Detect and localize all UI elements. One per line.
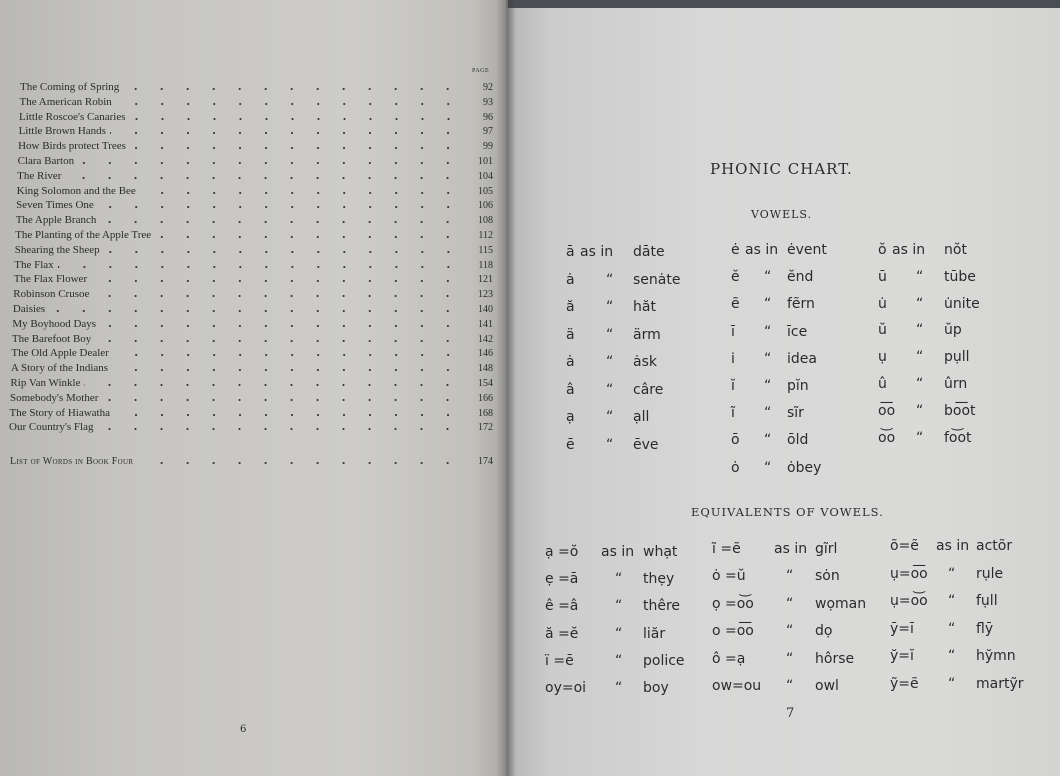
toc-entry bbox=[20, 94, 493, 108]
vowel-symbol: ā bbox=[566, 244, 575, 260]
toc-entry-page: 99 bbox=[482, 141, 493, 153]
chart-title: PHONIC CHART. bbox=[710, 160, 853, 178]
vowel-example-word: dāte bbox=[633, 244, 665, 260]
equivalent-symbols: ă =ĕ bbox=[545, 625, 579, 642]
equivalent-symbols: ỹ=ẽ bbox=[890, 676, 919, 692]
toc-entry bbox=[11, 345, 493, 359]
vowel-ditto: “ bbox=[764, 323, 772, 340]
toc-leader-dots bbox=[123, 88, 461, 90]
equivalent-ditto: “ bbox=[786, 678, 794, 694]
equivalent-example-word: actõr bbox=[976, 538, 1013, 554]
toc-entry-page: 121 bbox=[477, 274, 493, 286]
equivalent-symbols: ê =â bbox=[545, 598, 579, 615]
toc-entry-page: 108 bbox=[477, 215, 493, 227]
toc-entry-title: The Flax bbox=[14, 258, 54, 271]
toc-entry-page: 142 bbox=[477, 333, 493, 345]
toc-page-header: PAGE bbox=[472, 68, 490, 74]
toc-leader-dots bbox=[49, 310, 461, 312]
equivalent-symbols: ạ =ŏ bbox=[545, 544, 579, 560]
equivalent-symbols: ẹ =ā bbox=[545, 571, 579, 588]
toc-leader-dots bbox=[102, 399, 461, 401]
vowel-example-word: ȧsk bbox=[633, 354, 657, 370]
equivalent-ditto: “ bbox=[615, 680, 623, 696]
equivalent-symbols: oy=oi bbox=[545, 680, 587, 696]
toc-entry-title: King Solomon and the Bee bbox=[16, 184, 136, 197]
toc-entry-page: 154 bbox=[477, 378, 493, 389]
vowel-ditto: as in bbox=[580, 244, 614, 260]
equivalent-symbols: ï =ē bbox=[545, 652, 574, 669]
equivalent-ditto: “ bbox=[615, 571, 623, 588]
equivalent-symbols: ọ =o͝o bbox=[712, 595, 754, 612]
vowel-ditto: “ bbox=[606, 299, 614, 315]
toc-entry-page: 146 bbox=[477, 348, 493, 360]
equivalent-ditto: “ bbox=[615, 625, 623, 642]
toc-entry bbox=[11, 360, 493, 374]
vowel-symbol: ō bbox=[731, 432, 740, 449]
vowel-symbol: ı̇ bbox=[731, 350, 735, 367]
equivalent-symbols: ow=ou bbox=[712, 678, 762, 694]
vowel-ditto: “ bbox=[606, 326, 614, 343]
toc-entry-title: List of Words in Book Four bbox=[10, 456, 134, 467]
equivalent-example-word: boy bbox=[643, 680, 669, 696]
toc-entry-title: Rip Van Winkle bbox=[10, 377, 81, 389]
toc-entry bbox=[16, 212, 493, 226]
equivalent-symbols: o =o͞o bbox=[712, 623, 754, 640]
vowel-symbol: ĩ bbox=[731, 405, 735, 422]
equivalent-symbols: ȳ=ī bbox=[890, 620, 914, 637]
vowel-symbol: ȯ bbox=[731, 459, 740, 476]
toc-entry bbox=[10, 375, 493, 389]
vowel-example-word: bo͞ot bbox=[944, 402, 976, 419]
toc-entry-page: 141 bbox=[477, 318, 493, 330]
toc-leader-dots bbox=[65, 177, 461, 179]
equivalent-example-word: dọ bbox=[815, 623, 833, 640]
left-page-number: 6 bbox=[240, 724, 247, 735]
toc-entry bbox=[18, 138, 493, 152]
toc-entry-title: A Story of the Indians bbox=[10, 362, 109, 375]
equivalent-example-word: liăr bbox=[643, 625, 666, 642]
toc-entry-page: 168 bbox=[477, 407, 493, 419]
vowel-example-word: ōld bbox=[787, 432, 809, 449]
equivalent-ditto: “ bbox=[948, 593, 956, 610]
toc-leader-dots bbox=[130, 147, 461, 149]
vowel-ditto: “ bbox=[916, 268, 924, 285]
vowel-ditto: “ bbox=[916, 322, 924, 339]
toc-entry bbox=[18, 153, 493, 167]
vowel-ditto: “ bbox=[764, 432, 772, 449]
vowel-symbol: u̇ bbox=[878, 295, 887, 312]
toc-entry-page: 104 bbox=[477, 170, 493, 182]
toc-list-of-words bbox=[10, 453, 493, 467]
toc-leader-dots bbox=[137, 462, 461, 464]
equivalent-example-word: fụll bbox=[976, 593, 998, 610]
toc-entry bbox=[12, 316, 493, 330]
vowel-symbol: ŏ bbox=[878, 242, 887, 258]
toc-leader-dots bbox=[100, 221, 461, 223]
equivalent-symbols: ô =ạ bbox=[712, 650, 746, 667]
vowel-ditto: “ bbox=[606, 381, 614, 398]
toc-entry-title: The Old Apple Dealer bbox=[11, 347, 109, 360]
toc-leader-dots bbox=[91, 280, 461, 282]
equivalent-ditto: “ bbox=[948, 676, 956, 692]
equivalent-example-word: hôrse bbox=[815, 650, 855, 667]
vowel-example-word: pụll bbox=[944, 349, 970, 366]
vowel-ditto: “ bbox=[606, 436, 614, 453]
vowel-example-word: sĩr bbox=[787, 405, 804, 422]
toc-entry bbox=[17, 168, 493, 182]
toc-entry bbox=[19, 109, 493, 123]
vowel-symbol: ă bbox=[566, 299, 575, 315]
toc-entry-page: 166 bbox=[477, 392, 493, 404]
equivalent-example-word: whạt bbox=[643, 544, 678, 560]
toc-leader-dots bbox=[100, 325, 461, 327]
toc-entry-page: 97 bbox=[482, 126, 493, 138]
equivalents-heading: EQUIVALENTS OF VOWELS. bbox=[691, 505, 884, 519]
toc-leader-dots bbox=[97, 428, 461, 430]
table-of-contents bbox=[0, 0, 508, 776]
vowel-example-word: ȯbey bbox=[787, 459, 822, 476]
toc-leader-dots bbox=[116, 103, 461, 105]
toc-leader-dots bbox=[113, 354, 461, 356]
toc-entry bbox=[15, 242, 493, 256]
toc-entry bbox=[20, 79, 493, 93]
equivalent-ditto: as in bbox=[601, 544, 635, 560]
toc-leader-dots bbox=[78, 162, 461, 164]
vowel-ditto: “ bbox=[764, 405, 772, 422]
vowel-symbol: ĕ bbox=[731, 269, 740, 286]
equivalent-ditto: “ bbox=[615, 598, 623, 615]
equivalent-example-word: thẹy bbox=[643, 571, 675, 588]
toc-leader-dots bbox=[98, 206, 461, 208]
toc-entry-page: 115 bbox=[478, 244, 493, 256]
vowel-symbol: ī bbox=[731, 323, 735, 340]
toc-entry-page: 106 bbox=[477, 200, 493, 212]
toc-leader-dots bbox=[114, 414, 461, 416]
toc-leader-dots bbox=[93, 295, 461, 297]
vowel-example-word: fẽrn bbox=[787, 296, 815, 313]
vowel-example-word: ärm bbox=[633, 326, 661, 343]
toc-entry bbox=[12, 331, 493, 345]
toc-entry-title: The Story of Hiawatha bbox=[9, 406, 110, 419]
vowel-example-word: ēve bbox=[633, 436, 659, 453]
toc-entry bbox=[15, 227, 493, 241]
vowel-symbol: ū bbox=[878, 268, 887, 285]
vowel-example-word: fo͝ot bbox=[944, 429, 972, 446]
vowel-example-word: tūbe bbox=[944, 268, 976, 285]
equivalent-symbols: ȯ =ŭ bbox=[712, 568, 746, 585]
toc-entry-title: Daisies bbox=[12, 303, 46, 315]
vowel-example-word: ĕnd bbox=[787, 269, 814, 286]
toc-entry-title: Shearing the Sheep bbox=[14, 243, 100, 256]
toc-entry-title: Somebody's Mother bbox=[9, 391, 99, 404]
vowel-ditto: “ bbox=[764, 296, 772, 313]
equivalent-example-word: rụle bbox=[976, 565, 1004, 582]
toc-entry-page: 140 bbox=[477, 304, 493, 315]
vowel-ditto: “ bbox=[606, 354, 614, 370]
vowel-symbol: ė bbox=[731, 242, 740, 258]
equivalent-example-word: hy̆mn bbox=[976, 648, 1016, 665]
toc-leader-dots bbox=[155, 236, 461, 238]
vowel-example-word: nŏt bbox=[944, 242, 967, 258]
vowel-example-word: īce bbox=[787, 323, 808, 340]
toc-entry-title: The American Robin bbox=[19, 95, 112, 108]
toc-entry bbox=[14, 271, 493, 285]
toc-entry-title: Clara Barton bbox=[17, 155, 75, 167]
toc-entry-page: 174 bbox=[478, 456, 493, 467]
toc-entry-page: 105 bbox=[477, 185, 493, 197]
toc-entry-title: The River bbox=[17, 169, 62, 182]
equivalent-symbols: ĩ =ẽ bbox=[712, 541, 741, 557]
vowel-example-word: u̇nite bbox=[944, 295, 980, 312]
equivalent-symbols: y̆=ĭ bbox=[890, 648, 914, 665]
equivalent-example-word: owl bbox=[815, 678, 839, 694]
toc-leader-dots bbox=[104, 251, 461, 253]
equivalent-ditto: as in bbox=[936, 538, 970, 554]
equivalent-symbols: ụ=o͝o bbox=[890, 593, 928, 610]
toc-leader-dots bbox=[110, 132, 461, 134]
toc-entry-title: Little Brown Hands bbox=[18, 125, 106, 138]
vowel-ditto: “ bbox=[916, 429, 924, 446]
vowel-example-word: câre bbox=[633, 381, 664, 398]
vowel-symbol: ȧ bbox=[566, 354, 575, 370]
vowel-example-word: ı̇dea bbox=[787, 350, 817, 367]
toc-entry-title: The Barefoot Boy bbox=[11, 332, 92, 345]
vowel-example-word: ạll bbox=[633, 409, 650, 425]
vowel-example-word: ŭp bbox=[944, 322, 962, 339]
vowel-example-word: hăt bbox=[633, 299, 656, 315]
toc-entry-page: 123 bbox=[477, 289, 493, 301]
toc-entry bbox=[9, 405, 493, 419]
toc-entry-title: My Boyhood Days bbox=[12, 317, 97, 330]
equivalent-example-word: gĩrl bbox=[815, 541, 838, 557]
vowel-example-word: senȧte bbox=[633, 271, 681, 288]
toc-entry bbox=[9, 419, 493, 433]
toc-entry-title: The Flax Flower bbox=[13, 273, 88, 286]
vowel-symbol: ē bbox=[566, 436, 575, 453]
equivalent-ditto: “ bbox=[786, 650, 794, 667]
toc-entry-page: 93 bbox=[482, 96, 493, 108]
toc-entry bbox=[10, 390, 493, 404]
equivalent-symbols: ụ=o͞o bbox=[890, 565, 928, 582]
vowel-ditto: “ bbox=[606, 409, 614, 425]
toc-entry bbox=[14, 257, 493, 271]
toc-entry-page: 172 bbox=[478, 422, 493, 434]
vowel-symbol: o͝o bbox=[878, 429, 896, 446]
toc-entry-title: How Birds protect Trees bbox=[18, 140, 126, 153]
vowel-symbol: ụ bbox=[878, 349, 887, 366]
toc-entry-page: 92 bbox=[483, 82, 493, 93]
equivalent-example-word: wọman bbox=[815, 595, 867, 612]
toc-entry-title: The Coming of Spring bbox=[20, 81, 120, 93]
equivalent-example-word: thêre bbox=[643, 598, 681, 615]
vowel-symbol: ĭ bbox=[731, 378, 735, 394]
equivalent-example-word: martỹr bbox=[976, 676, 1024, 692]
toc-entry bbox=[16, 197, 493, 211]
equivalent-ditto: “ bbox=[948, 620, 956, 637]
vowel-symbol: ä bbox=[566, 326, 575, 343]
toc-leader-dots bbox=[112, 369, 461, 371]
vowel-symbol: ẽ bbox=[731, 296, 740, 313]
toc-entry bbox=[17, 183, 493, 197]
vowel-ditto: “ bbox=[764, 378, 772, 394]
vowel-symbol: ŭ bbox=[878, 322, 887, 339]
right-page-number: 7 bbox=[786, 706, 795, 721]
toc-leader-dots bbox=[84, 384, 461, 386]
toc-entry-title: Little Roscoe's Canaries bbox=[19, 110, 126, 123]
toc-leader-dots bbox=[95, 340, 461, 342]
toc-leader-dots bbox=[58, 266, 461, 268]
toc-entry-page: 118 bbox=[478, 259, 493, 271]
vowel-ditto: as in bbox=[892, 242, 926, 258]
toc-entry-page: 96 bbox=[482, 111, 493, 123]
toc-leader-dots bbox=[130, 118, 461, 120]
toc-entry bbox=[13, 286, 493, 300]
vowel-symbol: ȧ bbox=[566, 271, 575, 288]
toc-entry-title: The Planting of the Apple Tree bbox=[15, 229, 152, 241]
toc-entry-title: Seven Times One bbox=[16, 199, 94, 212]
equivalent-ditto: “ bbox=[786, 568, 794, 585]
vowel-ditto: “ bbox=[916, 295, 924, 312]
vowel-ditto: “ bbox=[764, 350, 772, 367]
vowel-ditto: as in bbox=[745, 242, 779, 258]
vowel-symbol: o͞o bbox=[878, 402, 896, 419]
equivalent-ditto: “ bbox=[615, 652, 623, 669]
toc-leader-dots bbox=[140, 192, 461, 194]
equivalent-example-word: flȳ bbox=[976, 620, 994, 637]
equivalent-example-word: police bbox=[643, 652, 685, 669]
vowels-heading: VOWELS. bbox=[751, 208, 813, 221]
vowel-symbol: ạ bbox=[566, 409, 575, 425]
equivalent-ditto: “ bbox=[948, 648, 956, 665]
toc-entry bbox=[19, 123, 493, 137]
toc-entry-page: 101 bbox=[477, 156, 493, 167]
vowel-ditto: “ bbox=[916, 349, 924, 366]
vowel-ditto: “ bbox=[764, 269, 772, 286]
toc-entry bbox=[13, 301, 493, 315]
vowel-ditto: “ bbox=[764, 459, 772, 476]
equivalent-example-word: sȯn bbox=[815, 568, 840, 585]
vowel-example-word: pĭn bbox=[787, 378, 809, 394]
vowel-example-word: ėvent bbox=[787, 242, 827, 258]
vowel-symbol: â bbox=[566, 381, 575, 398]
toc-entry-title: Our Country's Flag bbox=[9, 421, 94, 434]
equivalent-ditto: “ bbox=[786, 623, 794, 640]
vowel-symbol: û bbox=[878, 376, 887, 392]
toc-entry-title: Robinson Crusoe bbox=[13, 288, 90, 301]
vowel-example-word: ûrn bbox=[944, 376, 968, 392]
vowel-ditto: “ bbox=[916, 376, 924, 392]
equivalent-ditto: “ bbox=[948, 565, 956, 582]
equivalent-symbols: õ=ẽ bbox=[890, 538, 919, 554]
vowel-ditto: “ bbox=[606, 271, 614, 288]
equivalent-ditto: as in bbox=[774, 541, 808, 557]
toc-entry-page: 148 bbox=[477, 363, 493, 375]
equivalent-ditto: “ bbox=[786, 595, 794, 612]
toc-entry-title: The Apple Branch bbox=[15, 214, 97, 227]
toc-entry-page: 112 bbox=[478, 230, 493, 241]
vowel-ditto: “ bbox=[916, 402, 924, 419]
